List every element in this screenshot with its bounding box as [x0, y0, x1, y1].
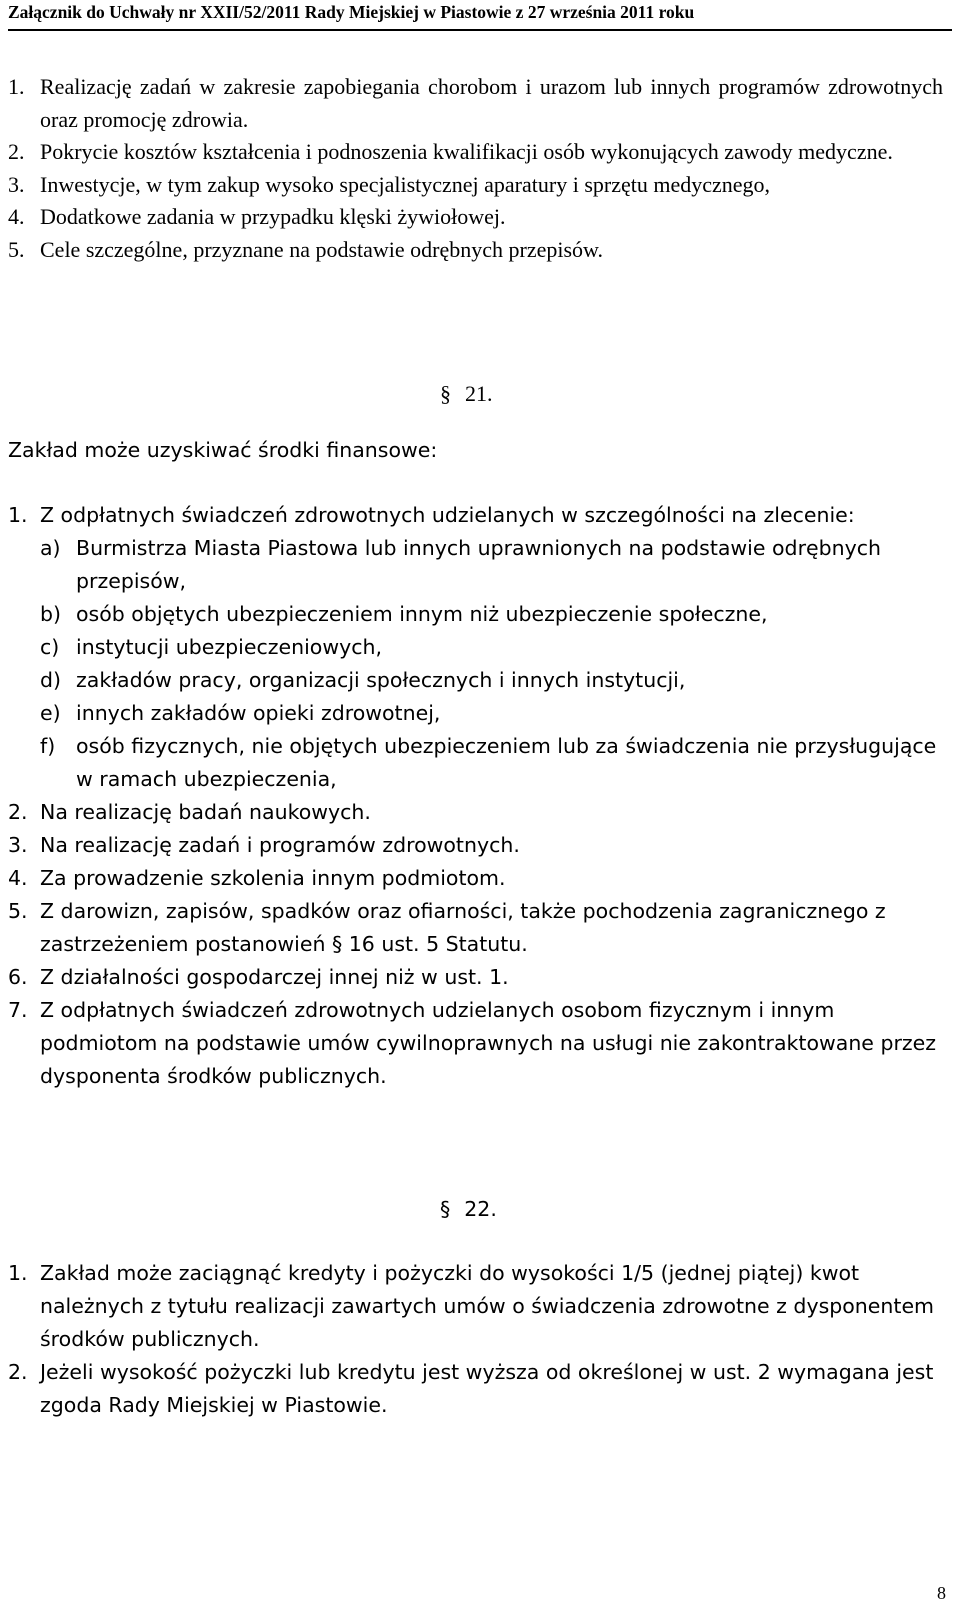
section-22-heading: [440, 1197, 497, 1221]
paragraph-symbol: §: [440, 1197, 451, 1221]
item-number: 5.: [8, 899, 28, 923]
list-top: [8, 71, 943, 266]
list-21: [8, 499, 943, 1093]
item-number: 1.: [8, 74, 25, 99]
list-item: [8, 895, 943, 961]
section-21-heading: [440, 381, 493, 407]
paragraph-symbol: §: [440, 381, 451, 406]
item-text: Zakład może zaciągnąć kredyty i pożyczki do wysokości 1/5 (jednej piątej) kwot należnych z tytułu realizacji zawartych umów o świadczenia zdrowotne z dysponentem środków publicznych.: [40, 1261, 935, 1351]
list-item: [8, 234, 943, 267]
item-text: Z odpłatnych świadczeń zdrowotnych udzielanych osobom fizycznym i innym podmiotom na podstawie umów cywilnoprawnych na usługi nie zakontraktowane przez dysponenta środków publicznych.: [40, 998, 937, 1088]
list-item: [8, 862, 943, 895]
item-text: Na realizację zadań i programów zdrowotnych.: [40, 833, 520, 857]
section-number: 21.: [465, 381, 493, 406]
list-item: [8, 136, 943, 169]
item-number: 2.: [8, 139, 25, 164]
sub-item: [40, 532, 943, 598]
sub-text: instytucji ubezpieczeniowych,: [76, 635, 382, 659]
header-rule: [8, 29, 952, 31]
item-number: 4.: [8, 866, 28, 890]
list-item: [8, 71, 943, 136]
list-22: [8, 1257, 943, 1422]
item-text: Z działalności gospodarczej innej niż w ust. 1.: [40, 965, 509, 989]
sub-item: [40, 730, 943, 796]
list-item: [8, 994, 943, 1093]
item-text: Dodatkowe zadania w przypadku klęski żywiołowej.: [40, 204, 506, 229]
item-number: 4.: [8, 204, 25, 229]
sub-text: osób fizycznych, nie objętych ubezpieczeniem lub za świadczenia nie przysługujące w ramach ubezpieczenia,: [76, 734, 937, 791]
list-item: [8, 961, 943, 994]
item-text: Z odpłatnych świadczeń zdrowotnych udzielanych w szczególności na zlecenie:: [40, 503, 855, 527]
list-item: [8, 201, 943, 234]
item-number: 7.: [8, 998, 28, 1022]
item-number: 5.: [8, 236, 25, 262]
sub-letter: e): [40, 701, 61, 725]
page-header: Załącznik do Uchwały nr XXII/52/2011 Rady Miejskiej w Piastowie z 27 września 2011 roku: [8, 2, 695, 22]
item-text: Jeżeli wysokość pożyczki lub kredytu jest wyższa od określonej w ust. 2 wymagana jest zgoda Rady Miejskiej w Piastowie.: [40, 1360, 934, 1417]
list-item: [8, 499, 943, 796]
sub-text: zakładów pracy, organizacji społecznych i innych instytucji,: [76, 668, 686, 692]
item-number: 3.: [8, 833, 28, 857]
sub-item: [40, 631, 943, 664]
sub-letter: d): [40, 668, 62, 692]
item-text: Z darowizn, zapisów, spadków oraz ofiarności, także pochodzenia zagranicznego z zastrzeżeniem postanowień § 16 ust. 5 Statutu.: [40, 899, 886, 956]
list-item: [8, 1356, 943, 1422]
sub-text: osób objętych ubezpieczeniem innym niż ubezpieczenie społeczne,: [76, 602, 768, 626]
item-number: 3.: [8, 171, 25, 197]
section-number: 22.: [464, 1197, 497, 1221]
list-item: [8, 1257, 943, 1356]
item-number: 1.: [8, 503, 28, 527]
item-text: Na realizację badań naukowych.: [40, 800, 371, 824]
sub-item: [40, 697, 943, 730]
list-item: [8, 829, 943, 862]
sub-letter: b): [40, 602, 62, 626]
item-text: Pokrycie kosztów kształcenia i podnoszenia kwalifikacji osób wykonujących zawody medyczne.: [40, 139, 893, 164]
item-text: Za prowadzenie szkolenia innym podmiotom.: [40, 866, 506, 890]
item-number: 6.: [8, 965, 28, 989]
sub-item: [40, 598, 943, 631]
sub-letter: a): [40, 536, 61, 560]
item-text: Inwestycje, w tym zakup wysoko specjalistycznej aparatury i sprzętu medycznego,: [40, 171, 771, 197]
item-number: 2.: [8, 800, 28, 824]
sub-text: Burmistrza Miasta Piastowa lub innych uprawnionych na podstawie odrębnych przepisów,: [76, 536, 882, 593]
item-number: 1.: [8, 1261, 28, 1285]
item-text: Realizację zadań w zakresie zapobiegania chorobom i urazom lub innych programów zdrowotnych oraz promocję zdrowia.: [40, 74, 943, 132]
sub-letter: c): [40, 635, 60, 659]
sub-letter: f): [40, 734, 56, 758]
sub-text: innych zakładów opieki zdrowotnej,: [76, 701, 441, 725]
list-item: [8, 796, 943, 829]
section-21-intro: Zakład może uzyskiwać środki finansowe:: [8, 438, 438, 462]
sub-item: [40, 664, 943, 697]
list-item: [8, 169, 943, 202]
item-text: Cele szczególne, przyznane na podstawie odrębnych przepisów.: [40, 236, 604, 262]
item-number: 2.: [8, 1360, 28, 1384]
sub-list: [40, 532, 943, 796]
page-number: 8: [937, 1583, 946, 1603]
